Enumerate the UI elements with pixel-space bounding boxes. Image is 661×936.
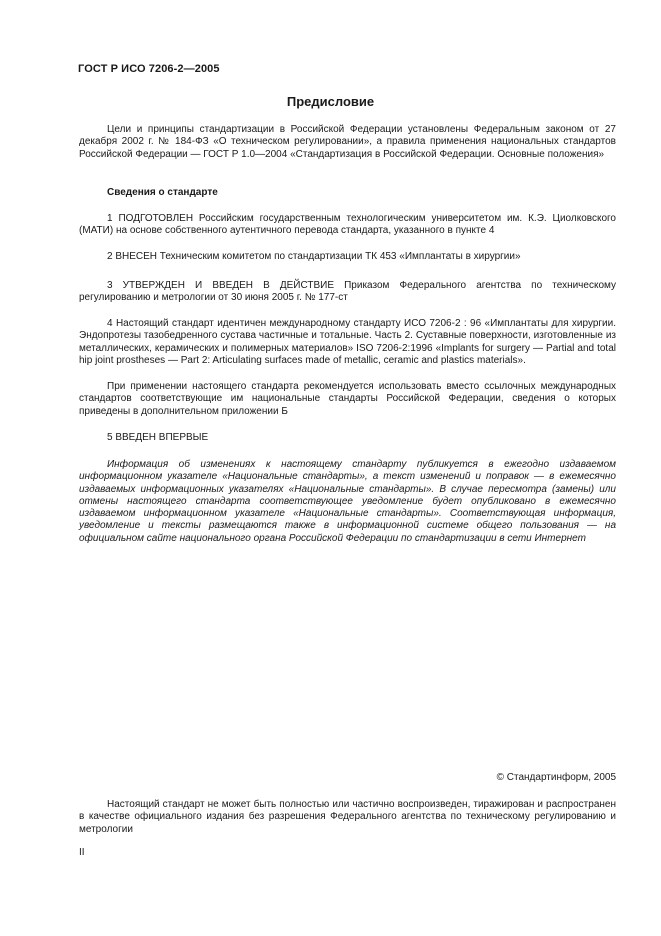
item-5: 5 ВВЕДЕН ВПЕРВЫЕ	[107, 432, 209, 443]
item-4-note: При применении настоящего стандарта рекомендуется использовать вместо ссылочных международных стандартов соответствующие им национальные стандарты Российской Федерации, сведения о которых приведены в дополнительном приложении Б	[79, 381, 616, 417]
copyright: © Стандартинформ, 2005	[496, 772, 616, 783]
item-3: 3 УТВЕРЖДЕН И ВВЕДЕН В ДЕЙСТВИЕ Приказом Федерального агентства по техническому регулированию и метрологии от 30 июня 2005 г. № 177-ст	[79, 280, 616, 304]
page-number: II	[79, 847, 85, 858]
page-title: Предисловие	[286, 94, 375, 109]
item-2: 2 ВНЕСЕН Техническим комитетом по стандартизации ТК 453 «Имплантаты в хирургии»	[107, 251, 521, 262]
section-title: Сведения о стандарте	[107, 187, 218, 198]
reproduction-notice: Настоящий стандарт не может быть полностью или частично воспроизведен, тиражирован и распространен в качестве официального издания без разрешения Федерального агентства по техническому регулированию и метрологии	[79, 799, 616, 835]
intro-paragraph: Цели и принципы стандартизации в Российской Федерации установлены Федеральным законом от 27 декабря 2002 г. № 184-ФЗ «О техническом регулировании», а правила применения национальных стандартов Российской Федерации — ГОСТ Р 1.0—2004 «Стандартизация в Российской Федерации. Основные положения»	[79, 124, 616, 160]
info-notice: Информация об изменениях к настоящему стандарту публикуется в ежегодно издаваемом информационном указателе «Национальные стандарты», а текст изменений и поправок — в ежемесячно издаваемых информационных указателях «Национальные стандарты». В случае пересмотра (замены) или отмены настоящего стандарта соответствующее уведомление будет опубликовано в ежемесячно издаваемом информационном указателе «Национальные стандарты». Соответствующая информация, уведомление и тексты размещаются также в информационной системе общего пользования — на официальном сайте национального органа Российской Федерации по стандартизации в сети Интернет	[79, 459, 616, 544]
item-4: 4 Настоящий стандарт идентичен международному стандарту ИСО 7206-2 : 96 «Имплантаты для хирургии. Эндопротезы тазобедренного сустава частичные и тотальные. Часть 2. Суставные поверхности, изготовленные из металлических, керамических и полимерных материалов» ISO 7206-2:1996 «Implants for surgery — Partial and total hip joint prostheses — Part 2: Articulating surfaces made of metallic, ceramic and plastics materials».	[79, 318, 616, 366]
standard-designation: ГОСТ Р ИСО 7206-2—2005	[78, 63, 220, 75]
item-1: 1 ПОДГОТОВЛЕН Российским государственным технологическим университетом им. К.Э. Циолковского (МАТИ) на основе собственного аутентичного перевода стандарта, указанного в пункте 4	[79, 213, 616, 237]
